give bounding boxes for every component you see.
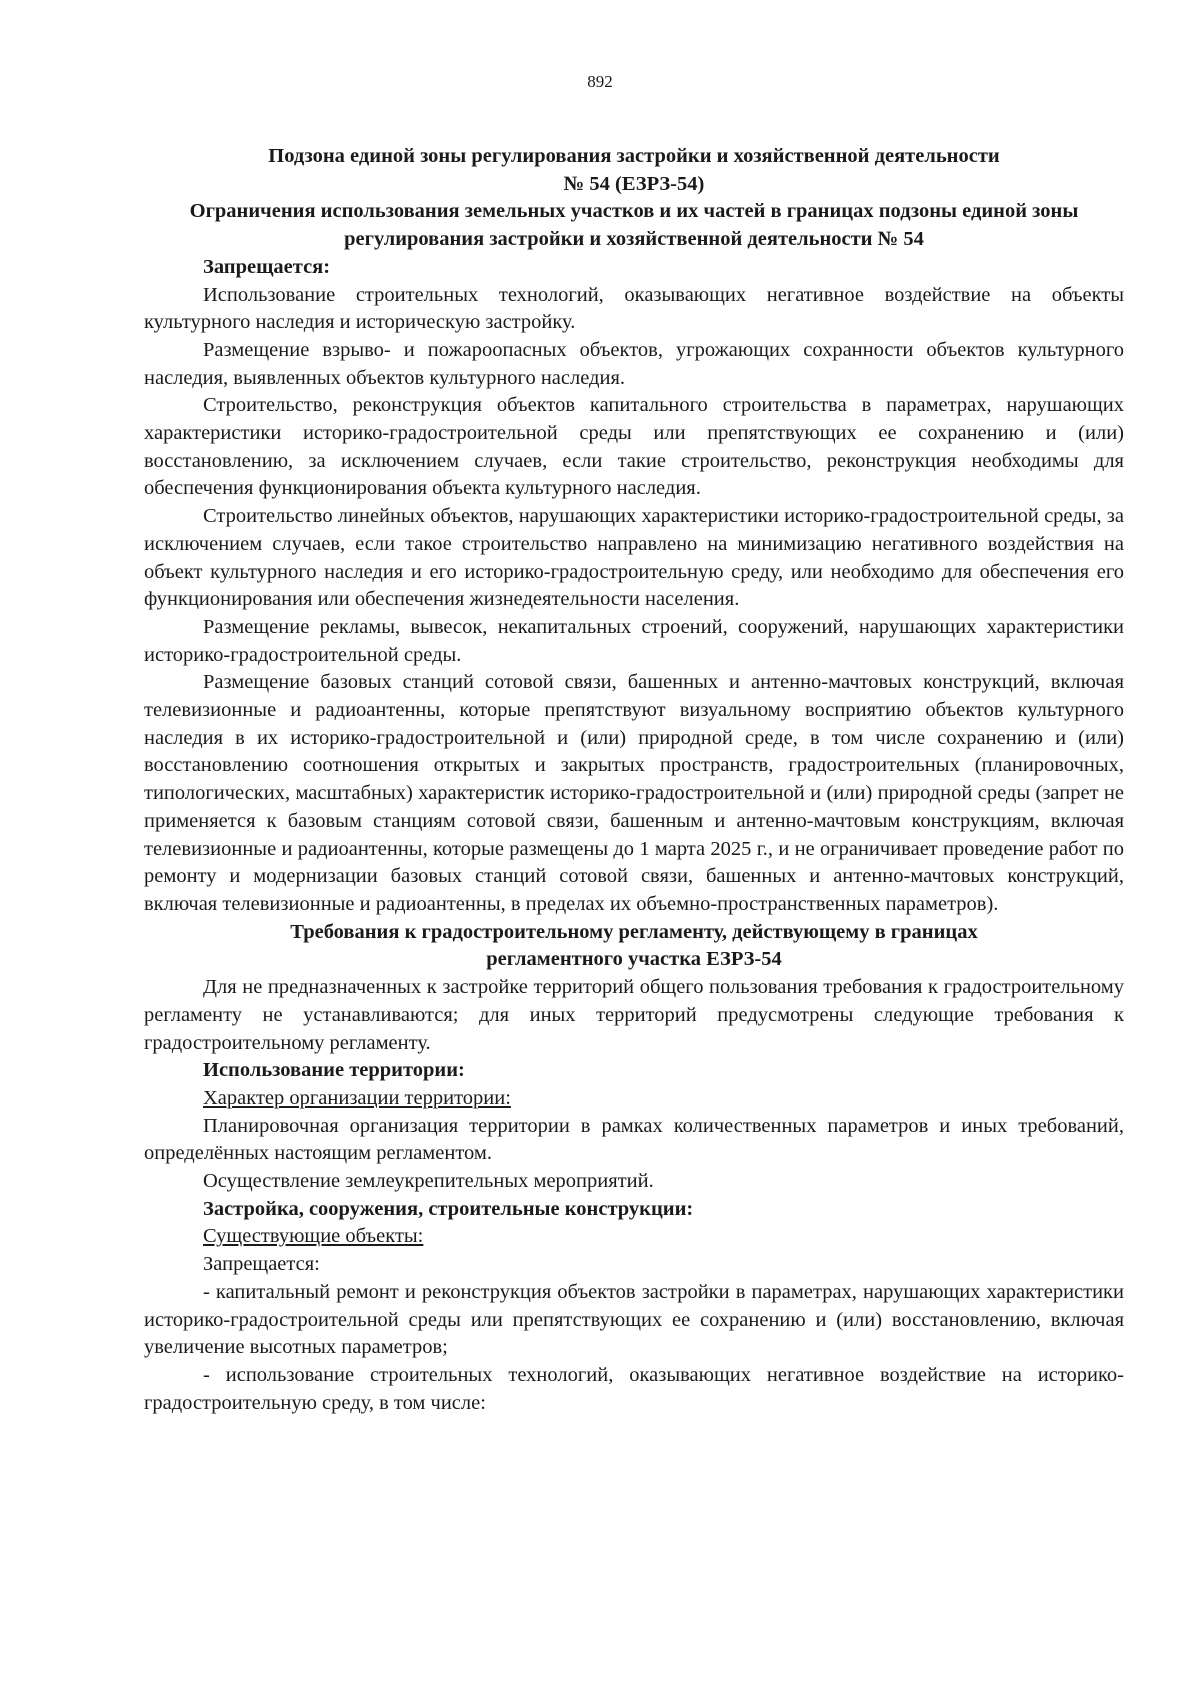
prohibited-item: Размещение взрыво- и пожароопасных объектов, угрожающих сохранности объектов культурного наследия, выявленных объектов культурного наследия.	[144, 338, 1124, 389]
territory-use-heading: Использование территории:	[203, 1059, 465, 1082]
document-title-line2: № 54 (ЕЗРЗ-54)	[563, 172, 705, 195]
territory-item: Осуществление землеукрепительных мероприятий.	[203, 1170, 654, 1193]
prohibited-item: Размещение рекламы, вывесок, некапитальных строений, сооружений, нарушающих характеристики историко-градостроительной среды.	[144, 615, 1124, 666]
document-body	[144, 143, 1124, 1417]
prohibited-item: Строительство линейных объектов, нарушающих характеристики историко-градостроительной среды, за исключением случаев, если такое строительство направлено на минимизацию негативного воздействия на объект культурного наследия и его историко-градостроительную среду, или необходимо для обеспечения его функционирования или обеспечения жизнедеятельности населения.	[144, 505, 1124, 611]
existing-item: - использование строительных технологий, оказывающих негативное воздействие на историко-градостроительную среду, в том числе:	[144, 1363, 1124, 1414]
building-heading: Застройка, сооружения, строительные конструкции:	[203, 1197, 694, 1220]
existing-item: - капитальный ремонт и реконструкция объектов застройки в параметрах, нарушающих характеристики историко-градостроительной среды или препятствующих ее сохранению и (или) восстановлению, включая увеличение высотных параметров;	[144, 1280, 1124, 1359]
prohibited-item: Использование строительных технологий, оказывающих негативное воздействие на объекты культурного наследия и историческую застройку.	[144, 283, 1124, 334]
prohibited-item: Строительство, реконструкция объектов капитального строительства в параметрах, нарушающих характеристики историко-градостроительной среды или препятствующих ее сохранению и (или) восстановлению, за исключением случаев, если такие строительство, реконструкция необходимы для обеспечения функционирования объекта культурного наследия.	[144, 394, 1124, 500]
existing-prohibited-label: Запрещается:	[203, 1253, 320, 1276]
document-title-line1: Подзона единой зоны регулирования застройки и хозяйственной деятельности	[268, 145, 1000, 167]
prohibited-item: Размещение базовых станций сотовой связи, башенных и антенно-мачтовых конструкций, включая телевизионные и радиоантенны, которые препятствуют визуальному восприятию объектов культурного наследия в их историко-градостроительной и (или) природной среде, в том числе сохранению и (или) восстановлению соотношения открытых и закрытых пространств, градостроительных (планировочных, типологических, масштабных) характеристик историко-градостроительной и (или) природной среды (запрет не применяется к базовым станциям сотовой связи, башенным и антенно-мачтовым конструкциям, включая телевизионные и радиоантенны, которые размещены до 1 марта 2025 г., и не ограничивает проведение работ по ремонту и модернизации базовых станций сотовой связи, башенных и антенно-мачтовых конструкций, включая телевизионные и радиоантенны, в пределах их объемно-пространственных параметров).	[144, 671, 1124, 915]
prohibited-heading: Запрещается:	[203, 255, 331, 278]
requirements-intro: Для не предназначенных к застройке территорий общего пользования требования к градостроительному регламенту не устанавливаются; для иных территорий предусмотрены следующие требования к градостроительному регламенту.	[144, 976, 1124, 1054]
page-number: 892	[587, 72, 613, 91]
territory-item: Планировочная организация территории в рамках количественных параметров и иных требований, определённых настоящим регламентом.	[144, 1114, 1124, 1165]
territory-org-heading: Характер организации территории:	[203, 1086, 511, 1109]
existing-objects-heading: Существующие объекты:	[203, 1225, 424, 1248]
requirements-title-line1: Требования к градостроительному регламенту, действующему в границах	[290, 920, 978, 943]
requirements-title-line2: регламентного участка ЕЗРЗ-54	[486, 948, 782, 971]
document-subtitle: Ограничения использования земельных участков и их частей в границах подзоны единой зоны регулирования застройки и хозяйственной деятельности № 54	[189, 200, 1079, 251]
